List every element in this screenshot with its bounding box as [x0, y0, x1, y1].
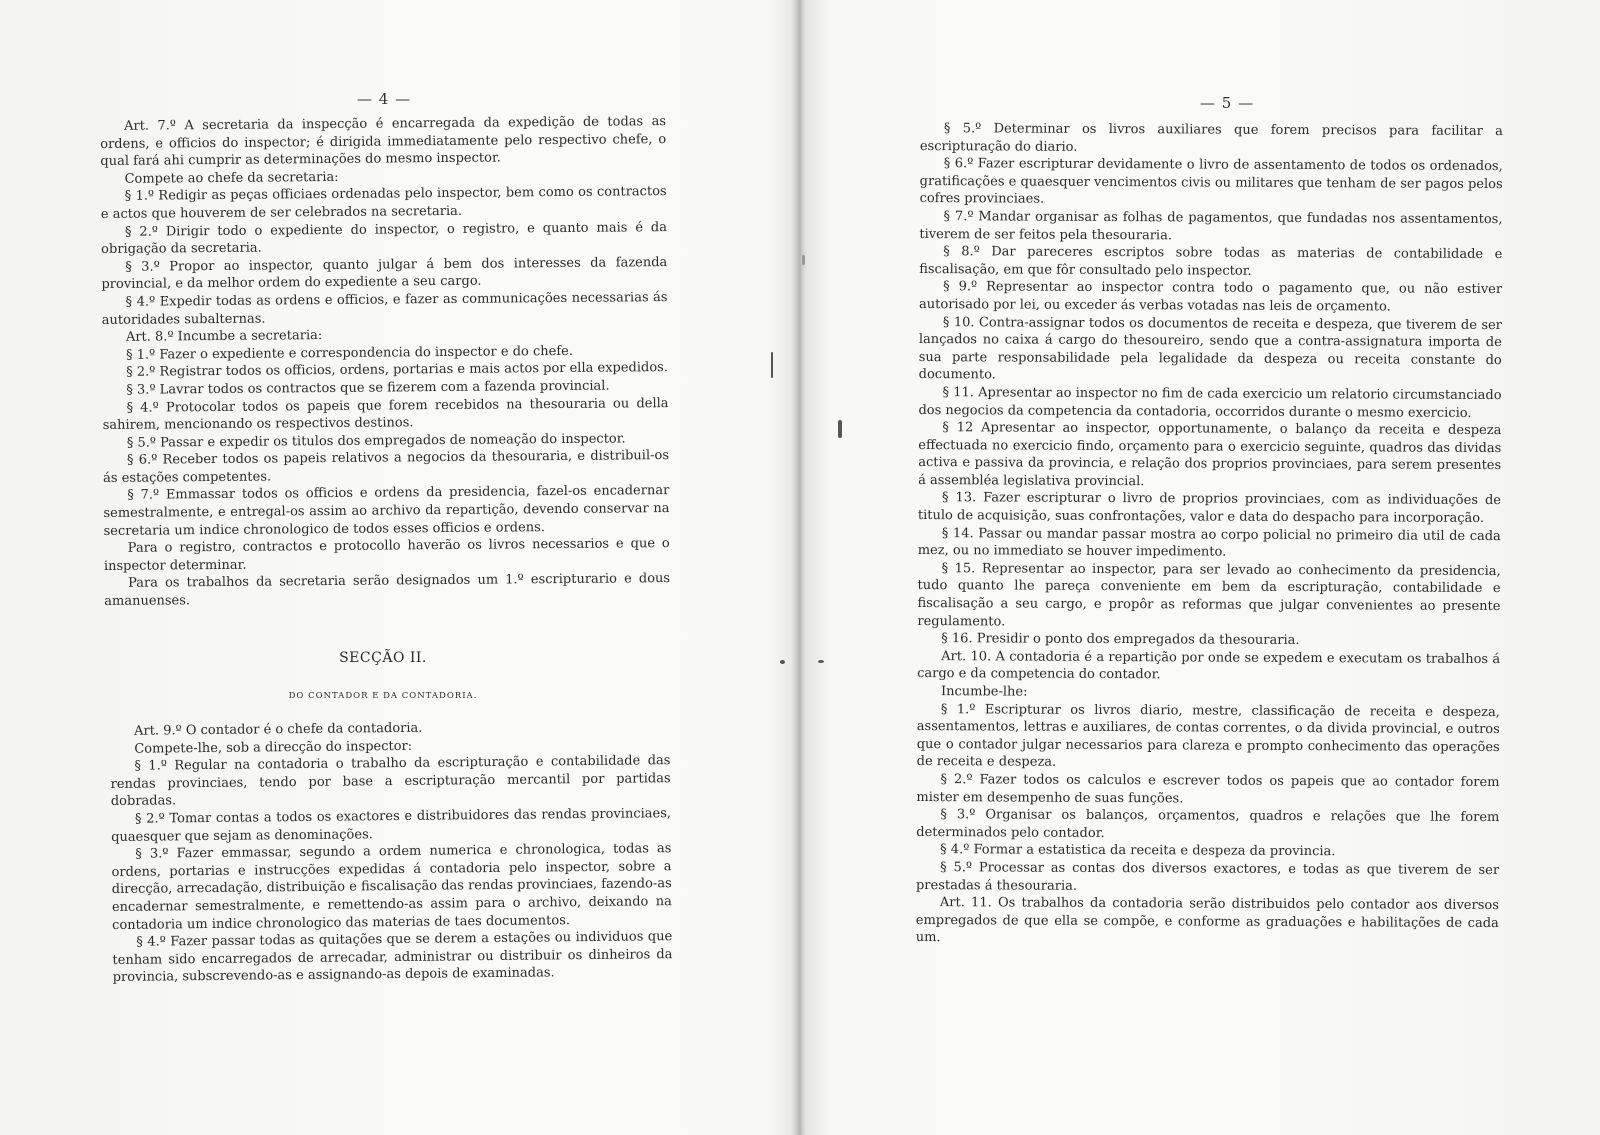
paragraph: § 4.º Expedir todas as ordens e officios, e fazer as communicações necessarias ás autoridades subalternas. — [101, 289, 668, 328]
paragraph: Art. 8.º Incumbe a secretaria: — [125, 328, 323, 345]
paragraph: Incumbe-lhe: — [940, 684, 1028, 700]
paragraph: § 7.º Mandar organisar as folhas de pagamentos, que fundadas nos assentamentos, tiverem de ser feitos pela thesouraria. — [919, 209, 1503, 243]
paragraph: Para os trabalhos da secretaria serão designados um 1.º escripturario e dous amanuenses. — [104, 571, 671, 610]
paragraph: Art. 11. Os trabalhos da contadoria serão distribuidos pelo contador aos diversos empregados de que ella se compõe, e conforme as graduações e habilitações de cada um. — [915, 895, 1499, 946]
section-title: SECÇÃO II. — [339, 650, 427, 666]
paragraph: § 5.º Passar e expedir os titulos dos empregados de nomeação do inspector. — [126, 431, 626, 451]
left-page-number: — 4 — — [357, 90, 412, 108]
paragraph: § 1.º Redigir as peças officiaes ordenadas pelo inspector, bem como os contractos e actos que houverem de ser celebrados na secretaria. — [100, 184, 667, 222]
paragraph: § 6.º Fazer escripturar devidamente o livro de assentamento de todos os ordenados, gratificações e quaesquer vencimentos civis ou militares que tenham de ser pagos pelos cofres provinciaes. — [919, 156, 1503, 208]
paragraph: § 9.º Representar ao inspector contra todo o pagamento que, ou não estiver autorisado por lei, ou exceder ás verbas votadas nas leis de orçamento. — [918, 279, 1503, 315]
left-page — [0, 0, 795, 1135]
paragraph: § 12 Apresentar ao inspector, opportunamente, o balanço da receita e despeza effectuada no exercicio findo, orçamento para o exercicio seguinte, quadros das dividas activa e passiva da provincia, e relação dos proprios provinciaes, para serem presentes á assembléa legislativa provincial. — [918, 420, 1502, 490]
paragraph: § 6.º Receber todos os papeis relativos a negocios da thesouraria, e distribuil-os ás estações competentes. — [103, 448, 670, 486]
paragraph: § 1.º Regular na contadoria o trabalho da escripturação e contabilidade das rendas provinciaes, tendo por base a escripturação mercantil por partidas dobradas. — [110, 753, 671, 810]
right-page-number: — 5 — — [1200, 94, 1255, 112]
paragraph: § 2.º Dirigir todo o expediente do inspector, o registro, e quanto mais é da obrigação da secretaria. — [101, 219, 668, 258]
right-text — [916, 120, 1503, 950]
paragraph: § 3.º Fazer emmassar, segundo a ordem numerica e chronologica, todas as ordens, portarias e instrucções expedidas á contadoria pelo inspector, sobre a direcção, arrecadação, distribuição e fiscalisação das rendas provinciaes, fazendo-as encadernar semestralmente, e remettendo-as assim para o archivo, deixando na contadoria um indice chronologico das materias de taes documentos. — [111, 841, 672, 933]
paragraph: § 14. Passar ou mandar passar mostra ao corpo policial no primeiro dia util de cada mez, ou no immediato se houver impedimento. — [917, 525, 1501, 560]
left-text-top — [100, 113, 670, 611]
paragraph: § 3.º Propor ao inspector, quanto julgar á bem dos interesses da fazenda provincial, e da melhor ordem do expediente a seu cargo. — [101, 254, 668, 293]
paragraph: Art. 10. A contadoria é a repartição por onde se expedem e executam os trabalhos á cargo e da competencia do contador. — [917, 648, 1501, 683]
scan-speck — [771, 352, 773, 378]
paragraph: § 3.º Organisar os balanços, orçamentos, quadros e relações que lhe forem determinados pelo contador. — [916, 807, 1500, 841]
paragraph: § 5.º Processar as contas dos diversos exactores, e todas as que tiverem de ser prestadas á thesouraria. — [915, 860, 1500, 894]
paragraph: § 2.º Tomar contas a todos os exactores e distribuidores das rendas provinciaes, quaesquer que sejam as denominações. — [111, 806, 672, 845]
paragraph: § 2.º Registrar todos os officios, ordens, portarias e mais actos por ella expedidos. — [126, 360, 669, 381]
paragraph: § 10. Contra-assignar todos os documentos de receita e despeza, que tiverem de ser lançados no caixa á cargo do thesoureiro, sendo que a contra-assignatura importa de sua parte responsabilidade pela legalidade da despeza ou receita constante do documento. — [918, 314, 1502, 383]
paragraph: § 3.º Lavrar todos os contractos que se fizerem com a fazenda provincial. — [126, 378, 610, 398]
paragraph: § 1.º Escripturar os livros diario, mestre, classificação de receita e despeza, assentamentos, lettras e auxiliares, de contas correntes, o da divida provincial, e outros que o contador julgar necessarios para clareza e prompto conhecimento das operações de receita e despeza. — [916, 701, 1500, 771]
paragraph: § 15. Representar ao inspector, para ser levado ao conhecimento da presidencia, tudo quanto lhe pareça conveniente em bem da escripturação, contabilidade e fiscalisação a seu cargo, e propôr as reformas que julgar convenientes ao presente regulamento. — [917, 560, 1501, 630]
paragraph: § 7.º Emmassar todos os officios e ordens da presidencia, fazel-os encadernar semestralmente, e entregal-os assim ao archivo da repartição, devendo conservar na secretaria um indice chronologico de todos esses officios e ordens. — [103, 483, 670, 539]
section-subtitle: DO CONTADOR E DA CONTADORIA. — [288, 691, 478, 701]
left-text-bottom — [110, 717, 673, 987]
paragraph: § 16. Presidir o ponto dos empregados da thesouraria. — [941, 631, 1300, 649]
scan-speck — [780, 660, 785, 664]
paragraph: Art. 7.º A secretaria da inspecção é encarregada da expedição de todas as ordens, e officios do inspector; é dirigida immediatamente pelo respectivo chefe, o qual fará ahi cumprir as determinações do mesmo inspector. — [100, 114, 667, 170]
paragraph: Art. 9.º O contador é o chefe da contadoria. — [134, 720, 423, 739]
paragraph: § 4.º Protocolar todos os papeis que forem recebidos na thesouraria ou della sahirem, mencionando os respectivos destinos. — [102, 395, 669, 434]
paragraph: § 8.º Dar pareceres escriptos sobre todas as materias de contabilidade e fiscalisação, em que fôr consultado pelo inspector. — [919, 244, 1503, 279]
paragraph: § 4.º Fazer passar todas as quitações que se derem a estações ou individuos que tenham sido encarregados de arrecadar, administrar ou distribuir os dinheiros da provincia, subscrevendo-as e assignando-as depois de examinadas. — [112, 929, 673, 986]
paragraph: § 11. Apresentar ao inspector no fim de cada exercicio um relatorio circumstanciado dos negocios da competencia da contadoria, occorridos durante o mesmo exercicio. — [918, 385, 1502, 421]
right-page — [805, 0, 1600, 1135]
paragraph: Para o registro, contractos e protocollo haverão os livros necessarios e que o inspector determinar. — [103, 536, 670, 574]
paragraph: § 2.º Fazer todos os calculos e escrever todos os papeis que ao contador forem mister em desempenho de suas funções. — [916, 772, 1500, 806]
scan-speck — [802, 255, 805, 265]
paragraph: Compete-lhe, sob a direcção do inspector: — [134, 738, 413, 757]
paragraph: § 5.º Determinar os livros auxiliares que forem precisos para facilitar a escripturação do diario. — [919, 121, 1503, 155]
paragraph: Compete ao chefe da secretaria: — [124, 169, 339, 187]
scan-speck — [838, 420, 842, 438]
paragraph: § 13. Fazer escripturar o livro de proprios provinciaes, com as individuações de titulo de acquisição, suas confrontações, valor e data do despacho para incorporação. — [917, 490, 1502, 527]
scan-speck — [818, 660, 824, 663]
paragraph: § 1.º Fazer o expediente e correspondencia do inspector e do chefe. — [126, 343, 573, 363]
paragraph: § 4.º Formar a estatistica da receita e despeza da provincia. — [940, 842, 1336, 860]
